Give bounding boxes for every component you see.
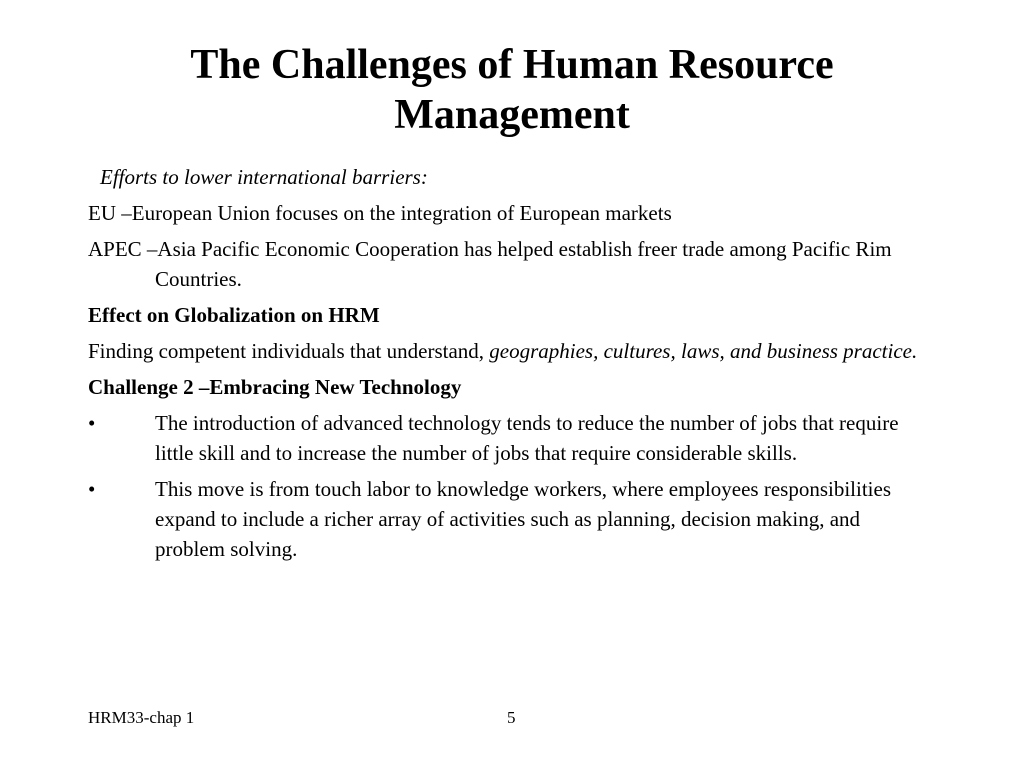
finding-text: Finding competent individuals that understand, bbox=[88, 339, 490, 363]
slide-body bbox=[88, 162, 918, 570]
slide-title-line-1: The Challenges of Human Resource bbox=[190, 42, 834, 88]
bullet-dot-icon: • bbox=[88, 477, 96, 501]
eu-paragraph: EU –European Union focuses on the integration of European markets bbox=[88, 201, 672, 225]
finding-paragraph bbox=[88, 336, 918, 366]
slide-title bbox=[60, 40, 964, 140]
footer-label: HRM33-chap 1 bbox=[88, 708, 195, 727]
bullet-text-2: This move is from touch labor to knowledge workers, where employees responsibilities expand to include a richer array of activities such as planning, decision making, and problem solving. bbox=[155, 477, 892, 561]
bullet-dot-icon: • bbox=[88, 411, 96, 435]
page-number: 5 bbox=[507, 708, 516, 727]
bullet-item-2 bbox=[88, 474, 918, 564]
slide-title-line-2: Management bbox=[394, 92, 630, 138]
finding-italic-text: geographies, cultures, laws, and business practice. bbox=[489, 339, 918, 363]
intro-text: Efforts to lower international barriers: bbox=[100, 165, 428, 189]
apec-paragraph: APEC –Asia Pacific Economic Cooperation has helped establish freer trade among Pacific Rim Countries. bbox=[88, 237, 892, 291]
bullet-item-1 bbox=[88, 408, 918, 468]
challenge-2-heading: Challenge 2 –Embracing New Technology bbox=[88, 375, 462, 399]
globalization-heading: Effect on Globalization on HRM bbox=[88, 303, 380, 327]
bullet-text-1: The introduction of advanced technology tends to reduce the number of jobs that require little skill and to increase the number of jobs that require considerable skills. bbox=[155, 411, 899, 465]
